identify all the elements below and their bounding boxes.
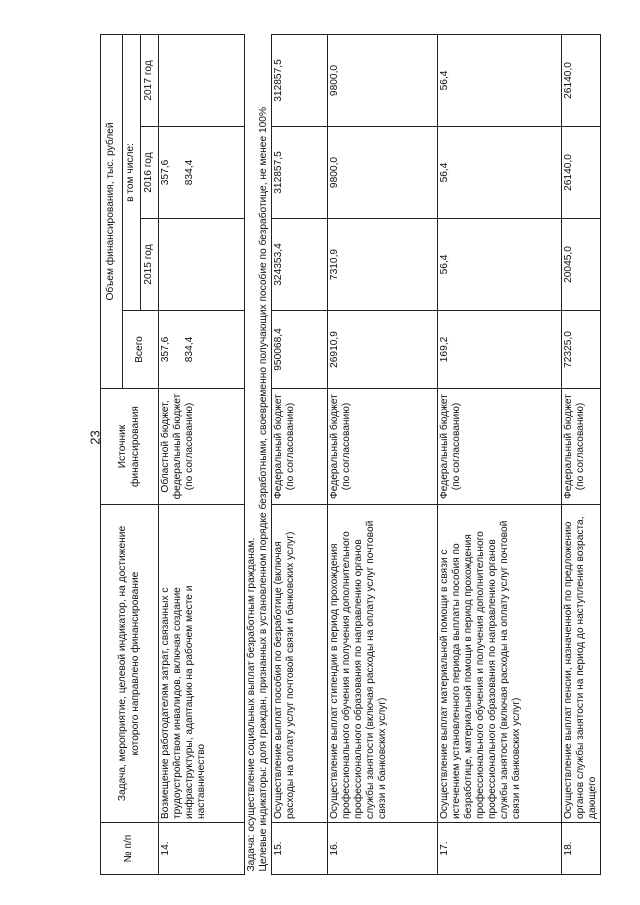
header-incl: в том числе: bbox=[123, 34, 141, 310]
header-volume: Объем финансирования, тыс. рублей bbox=[101, 34, 123, 388]
row-total: 72325,0 bbox=[562, 311, 601, 389]
row-number: 15. bbox=[272, 823, 328, 875]
row-text: Осуществление выплат пенсии, назначенной по предложению органов службы занятости на период до наступления возраста, дающего bbox=[562, 505, 601, 823]
rotated-table-container bbox=[100, 35, 620, 875]
row-2017: 56,4 bbox=[438, 34, 562, 126]
row-text: Осуществление выплат стипендии в период прохождения профессионального обучения и получения дополнительного профессионального образования по направлению органов службы занятости (включая расходы на оплату услуг почтовой связи и банковских услуг) bbox=[328, 505, 438, 823]
table-row bbox=[159, 34, 245, 874]
row-2016: 9800,0 bbox=[328, 127, 438, 219]
header-source: Источник финансирования bbox=[101, 389, 159, 505]
header-num: № п/п bbox=[101, 823, 159, 875]
row-source: Федеральный бюджет (по согласованию) bbox=[272, 389, 328, 505]
row-text: Возмещение работодателям затрат, связанных с трудоустройством инвалидов, включая создание инфраструктуры, адаптацию на рабочем месте и наставничество bbox=[159, 505, 245, 823]
row-total: 950068,4 bbox=[272, 311, 328, 389]
row-2017: 312857,5 bbox=[272, 34, 328, 126]
row-2017: 26140,0 bbox=[562, 34, 601, 126]
row-source: Областной бюджет, федеральный бюджет (по согласованию) bbox=[159, 389, 245, 505]
row-2015: 324353,4 bbox=[272, 219, 328, 311]
row-number: 16. bbox=[328, 823, 438, 875]
header-2017: 2017 год bbox=[141, 34, 159, 126]
row-total: 357,6 834,4 bbox=[159, 311, 245, 389]
task-description: Задача: осуществление социальных выплат безработным гражданам. Целевые индикаторы: доля граждан, признанных в установленном порядке безработными, своевременно получающих пособие по безработице, не менее 100% bbox=[245, 34, 272, 874]
row-2015: 7310,9 bbox=[328, 219, 438, 311]
row-2016: 357,6 834,4 bbox=[159, 127, 245, 219]
row-number: 17. bbox=[438, 823, 562, 875]
table-row bbox=[328, 34, 438, 874]
row-number: 14. bbox=[159, 823, 245, 875]
header-task: Задача, мероприятие, целевой индикатор, на достижение которого направлено финансирование bbox=[101, 505, 159, 823]
row-2017 bbox=[159, 34, 245, 126]
row-source: Федеральный бюджет (по согласованию) bbox=[562, 389, 601, 505]
row-2015: 56,4 bbox=[438, 219, 562, 311]
row-total: 26910,9 bbox=[328, 311, 438, 389]
row-source: Федеральный бюджет (по согласованию) bbox=[328, 389, 438, 505]
header-total: Всего bbox=[123, 311, 159, 389]
row-source: Федеральный бюджет (по согласованию) bbox=[438, 389, 562, 505]
table-row bbox=[438, 34, 562, 874]
row-2015: 20045,0 bbox=[562, 219, 601, 311]
row-2016: 312857,5 bbox=[272, 127, 328, 219]
row-2015 bbox=[159, 219, 245, 311]
header-2016: 2016 год bbox=[141, 127, 159, 219]
table-row bbox=[562, 34, 601, 874]
row-number: 18. bbox=[562, 823, 601, 875]
table-row bbox=[245, 34, 272, 874]
row-text: Осуществление выплат материальной помощи в связи с истечением установленного периода выплаты пособия по безработице, материальной помощи в период прохождения профессионального обучения и получения дополнительного профессионального образования по направлению органов службы занятости (включая расходы на оплату услуг почтовой связи и банковских услуг) bbox=[438, 505, 562, 823]
page-number: 23 bbox=[87, 430, 103, 445]
row-2016: 56,4 bbox=[438, 127, 562, 219]
row-2017: 9800,0 bbox=[328, 34, 438, 126]
row-total: 169,2 bbox=[438, 311, 562, 389]
table-body bbox=[159, 34, 601, 874]
row-text: Осуществление выплат пособия по безработице (включая расходы на оплату услуг почтовой связи и банковских услуг) bbox=[272, 505, 328, 823]
header-2015: 2015 год bbox=[141, 219, 159, 311]
financing-table bbox=[100, 34, 601, 875]
row-2016: 26140,0 bbox=[562, 127, 601, 219]
table-row bbox=[272, 34, 328, 874]
